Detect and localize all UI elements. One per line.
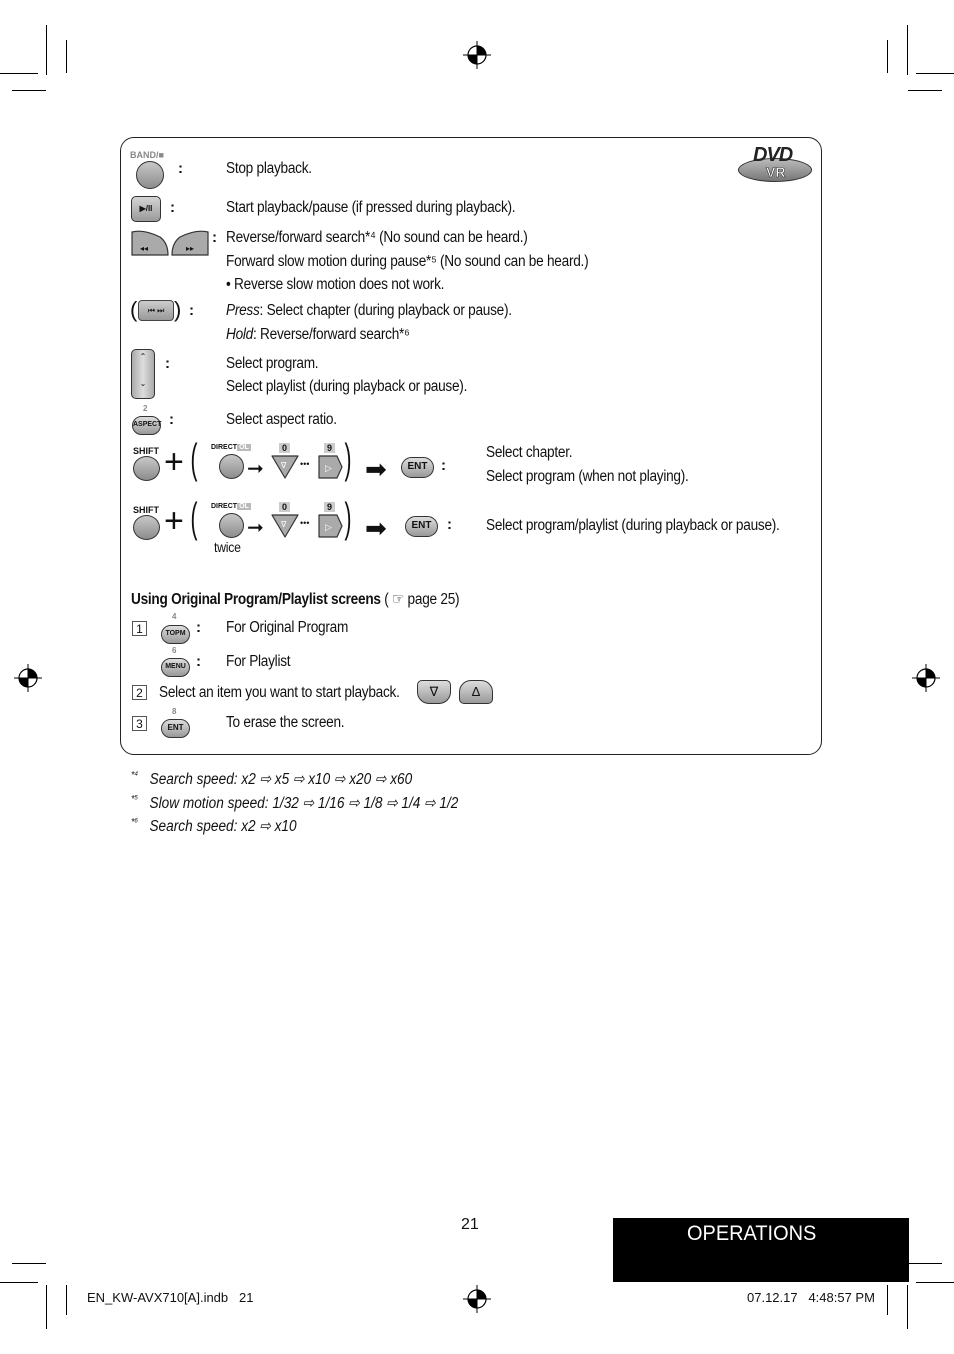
svg-text:▸▸: ▸▸: [186, 244, 195, 253]
ent-button[interactable]: ENT: [401, 457, 434, 478]
crop-mark: [0, 1282, 38, 1283]
colon: :: [178, 160, 183, 177]
crop-mark: [908, 90, 942, 91]
crop-mark: [916, 1282, 954, 1283]
crop-mark: [907, 25, 908, 75]
right-arrow-icon: ➞: [247, 458, 264, 480]
program-updown-button[interactable]: ⌃ ⌄: [131, 349, 155, 399]
play-pause-button[interactable]: [131, 196, 161, 222]
step2-text: Select an item you want to start playback.: [159, 684, 400, 701]
crop-mark: [66, 1285, 67, 1315]
search-line2: Forward slow motion during pause*⁵ (No sound can be heard.): [226, 253, 589, 270]
colon: :: [165, 355, 170, 372]
bracket-right: ): [174, 297, 182, 322]
shift-label: SHIFT: [133, 446, 159, 456]
twice-label: twice: [214, 539, 241, 555]
paren-right: ): [344, 494, 352, 541]
rocker-body: ⏮ ⏭: [138, 300, 174, 321]
ent-erase-button[interactable]: ENT: [161, 719, 190, 738]
colon: :: [170, 199, 175, 216]
chapter-rocker-button[interactable]: [130, 298, 182, 324]
svg-text:▷: ▷: [325, 463, 332, 473]
colon: :: [212, 229, 217, 246]
chapter-hold-line: Hold: Reverse/forward search*⁶: [226, 326, 410, 343]
aspect-button[interactable]: ASPECT: [132, 416, 161, 435]
crop-mark: [887, 1285, 888, 1315]
down-key-icon[interactable]: [270, 454, 300, 480]
crop-mark: [46, 1285, 47, 1329]
registration-mark-icon: [463, 41, 491, 69]
colon: :: [441, 457, 446, 474]
crop-mark: [908, 1263, 942, 1264]
crop-mark: [907, 1285, 908, 1329]
aspect-text: Select aspect ratio.: [226, 411, 337, 428]
footnote-5: $^{*^5}$ Slow motion speed: 1/32 ⇨ 1/16 ⇨ 1/8 ⇨ 1/4 ⇨ 1/2: [131, 794, 459, 813]
big-arrow-icon: ➡: [365, 454, 387, 484]
menu-key-number: 6: [172, 646, 177, 655]
big-arrow-icon: ➡: [365, 513, 387, 543]
orig-heading: Using Original Program/Playlist screens ( ☞ page 25): [131, 591, 460, 608]
colon: :: [189, 302, 194, 319]
page-number: 21: [461, 1216, 479, 1233]
aspect-key-number: 2: [143, 404, 148, 413]
search-line1: Reverse/forward search*⁴ (No sound can be heard.): [226, 229, 528, 246]
shift-button[interactable]: [133, 456, 160, 481]
right-key-icon[interactable]: [317, 454, 344, 480]
svg-text:∇: ∇: [281, 520, 287, 529]
key-zero-label: 0: [279, 443, 290, 453]
forward-button-icon[interactable]: [170, 227, 210, 259]
section-tab-label: OPERATIONS: [687, 1222, 817, 1245]
crop-mark: [887, 40, 888, 73]
range-dots-icon: •••: [300, 459, 310, 469]
up-button[interactable]: ∆: [459, 680, 493, 704]
step-number-3: 3: [132, 716, 147, 731]
registration-mark-icon: [14, 664, 42, 692]
badge-dvd-text: DVD: [753, 144, 793, 166]
step-number-1: 1: [132, 621, 147, 636]
key-nine-label: 9: [324, 443, 335, 453]
menu-button[interactable]: MENU: [161, 658, 190, 677]
footnote-6: $^{*^6}$ Search speed: x2 ⇨ x10: [131, 817, 297, 836]
colon: :: [196, 619, 201, 636]
play-text: Start playback/pause (if pressed during playback).: [226, 199, 516, 216]
footnote-4: $^{*^4}$ Search speed: x2 ⇨ x5 ⇨ x10 ⇨ x20 ⇨ x60: [131, 770, 413, 789]
band-stop-label: BAND/■: [130, 150, 164, 160]
direct-button[interactable]: [219, 454, 244, 479]
crop-mark: [916, 73, 954, 74]
direct-sequence-2: [131, 494, 471, 563]
right-arrow-icon: ➞: [247, 517, 264, 539]
svg-text:◂◂: ◂◂: [140, 244, 149, 253]
paren-left: (: [190, 435, 198, 482]
crop-mark: [12, 1263, 46, 1264]
chapter-press-line: Press: Select chapter (during playback or pause).: [226, 302, 512, 319]
plus-icon: +: [164, 443, 184, 481]
down-key-icon[interactable]: [270, 513, 300, 539]
key-nine-label: 9: [324, 502, 335, 512]
crop-mark: [0, 73, 38, 74]
direct-label: DIRECT OL: [211, 444, 249, 451]
step1-text: For Original Program: [226, 619, 349, 636]
paren-left: (: [190, 494, 198, 541]
print-footer-left: EN_KW-AVX710[A].indb 21: [87, 1290, 254, 1305]
step3-text: To erase the screen.: [226, 714, 345, 731]
print-footer-right: 07.12.17 4:48:57 PM: [747, 1290, 875, 1305]
colon: :: [169, 411, 174, 428]
direct1-line2: Select program (when not playing).: [486, 468, 689, 485]
right-key-icon[interactable]: [317, 513, 344, 539]
colon: :: [447, 516, 452, 533]
program-line2: Select playlist (during playback or pause).: [226, 378, 468, 395]
direct1-line1: Select chapter.: [486, 444, 573, 461]
paren-right: ): [344, 435, 352, 482]
plus-icon: +: [164, 502, 184, 540]
svg-text:∇: ∇: [281, 461, 287, 470]
direct-label: DIRECT OL: [211, 503, 249, 510]
band-stop-button[interactable]: [136, 161, 164, 189]
crop-mark: [66, 40, 67, 73]
shift-button[interactable]: [133, 515, 160, 540]
registration-mark-icon: [463, 1285, 491, 1313]
bracket-left: (: [130, 297, 138, 322]
direct-button[interactable]: [219, 513, 244, 538]
program-line1: Select program.: [226, 355, 319, 372]
step1b-text: For Playlist: [226, 653, 291, 670]
down-button[interactable]: ∇: [417, 680, 451, 704]
dvd-vr-badge: [738, 146, 812, 184]
ent-button[interactable]: ENT: [405, 516, 438, 537]
badge-vr-text: VR: [766, 164, 786, 180]
crop-mark: [12, 90, 46, 91]
colon: :: [196, 653, 201, 670]
direct-sequence-1: [131, 435, 471, 498]
stop-text: Stop playback.: [226, 160, 312, 177]
shift-label: SHIFT: [133, 505, 159, 515]
step-number-2: 2: [132, 685, 147, 700]
range-dots-icon: •••: [300, 518, 310, 528]
svg-text:▷: ▷: [325, 522, 332, 532]
direct2-text: Select program/playlist (during playback or pause).: [486, 517, 780, 534]
registration-mark-icon: [912, 664, 940, 692]
topm-button[interactable]: TOPM: [161, 625, 190, 644]
ent-key-number: 8: [172, 707, 177, 716]
section-tab: [613, 1218, 909, 1282]
topm-key-number: 4: [172, 612, 177, 621]
search-bullet: • Reverse slow motion does not work.: [226, 276, 445, 293]
key-zero-label: 0: [279, 502, 290, 512]
play-pause-icon: ▶/II: [139, 204, 153, 213]
crop-mark: [46, 25, 47, 75]
reverse-button-icon[interactable]: [130, 227, 170, 259]
